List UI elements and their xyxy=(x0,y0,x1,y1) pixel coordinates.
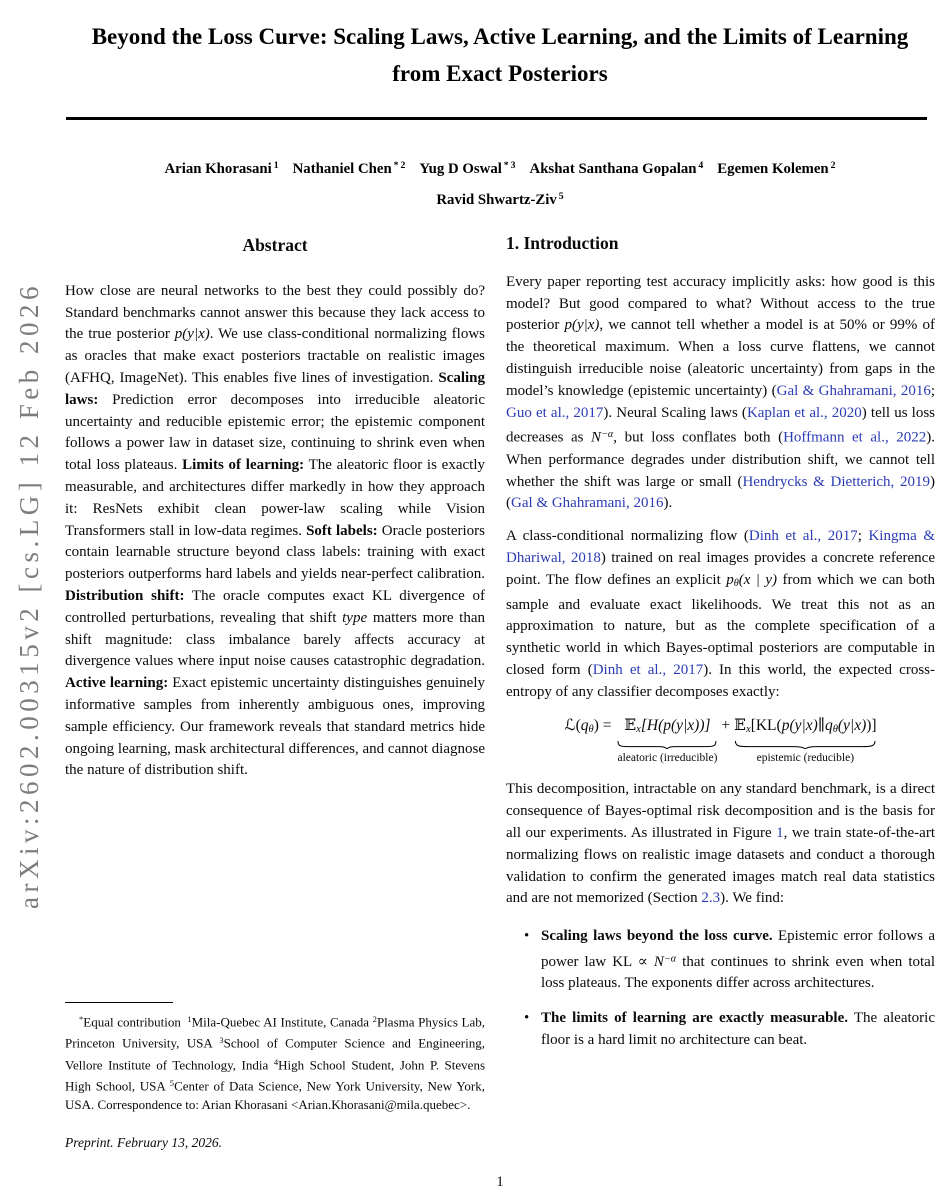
equation-epistemic-term xyxy=(734,715,876,766)
bullet-icon: • xyxy=(524,1010,530,1027)
equation-aleatoric-expression: 𝔼x[H(p(y|x))] xyxy=(624,715,711,735)
equation-risk-decomposition xyxy=(506,715,935,766)
citation-link[interactable]: Hendrycks & Dietterich, 2019 xyxy=(742,473,930,490)
author-row-1: Arian Khorasani $^1$ Nathaniel Chen $^{* 2}$ Yug D Oswal $^{* 3}$ Akshat Santhana Gopalan $^4$ Egemen Kolemen $^2$ xyxy=(164,160,836,177)
bullet-icon: • xyxy=(524,928,530,945)
finding-text: Scaling laws beyond the loss curve. Epistemic error follows a power law KL ∝ $N^{-\alpha}$ that continues to shrink even when total loss plateaus. The exponents differ across architectures. xyxy=(541,928,935,992)
arxiv-watermark-text: arXiv:2602.00315v2 [cs.LG] 12 Feb 2026 xyxy=(13,281,44,909)
footnote-divider xyxy=(65,1002,173,1003)
citation-link[interactable]: Gal & Ghahramani, 2016 xyxy=(776,382,931,399)
equation-plus-sign: + xyxy=(721,716,731,734)
paper-title: Beyond the Loss Curve: Scaling Laws, Active Learning, and the Limits of Learning from Exact Posteriors xyxy=(91,24,909,86)
finding-item-limits-of-learning xyxy=(524,1008,935,1052)
citation-link[interactable]: Hoffmann et al., 2022 xyxy=(783,429,927,446)
citation-link[interactable]: Dinh et al., 2017 xyxy=(748,528,858,545)
abstract-heading: Abstract xyxy=(242,235,308,255)
citation-link[interactable]: 1 xyxy=(776,825,784,842)
underbrace-icon xyxy=(617,741,717,749)
citation-link[interactable]: Kaplan et al., 2020 xyxy=(746,404,862,421)
equation-epistemic-expression: 𝔼x[KL(p(y|x)∥qθ(y|x))] xyxy=(734,715,877,735)
footnote-text: *Equal contribution $^1$Mila-Quebec AI Institute, Canada $^2$Plasma Physics Lab, Princeton University, USA $^3$School of Computer Science and Engineering, Vellore Institute of Technology, India $^4$High School Student, John P. Stevens High School, USA $^5$Center of Data Science, New York University, New York, USA. Correspondence to: Arian Khorasani <Arian.Khorasani@mila.quebec>. xyxy=(65,1014,486,1112)
citation-link[interactable]: Gal & Ghahramani, 2016 xyxy=(511,495,664,512)
author-block xyxy=(35,152,941,214)
finding-item-scaling-laws xyxy=(524,926,935,995)
equation-aleatoric-term xyxy=(617,715,717,766)
intro-paragraph-2: A class-conditional normalizing flow (Dinh et al., 2017; Kingma & Dhariwal, 2018) trained on real images provides a concrete reference point. The flow defines an explicit pθ(x | y) from which we can both sample and evaluate exact likelihoods. We treat this not as an approximation to nature, but as the complete specification of a synthetic world in which Bayes-optimal posteriors are computable in closed form (Dinh et al., 2017). In this world, the expected cross-entropy of any classifier decomposes exactly: xyxy=(506,528,935,700)
arxiv-watermark xyxy=(0,250,58,940)
author-row-2: Ravid Shwartz-Ziv $^5$ xyxy=(436,190,564,208)
abstract-paragraph: How close are neural networks to the best they could possibly do? Standard benchmarks cannot answer this because they lack access to the true posterior p(y|x). We use class-conditional normalizing flows as oracles that make exact posteriors tractable on realistic images (AFHQ, ImageNet). This enables five lines of investigation. Scaling laws: Prediction error decomposes into irreducible aleatoric uncertainty and reducible epistemic error; the epistemic component follows a power law in dataset size, continuing to shrink even when total loss plateaus. Limits of learning: The aleatoric floor is exactly measurable, and architectures differ markedly in how they approach it: ResNets exhibit clean power-law scaling while Vision Transformers stall in low-data regimes. Soft labels: Oracle posteriors contain learnable structure beyond class labels: training with exact posteriors outperforms hard labels and yields near-perfect calibration. Distribution shift: The oracle computes exact KL divergence of controlled perturbations, revealing that shift type matters more than shift magnitude: class imbalance barely affects accuracy at divergence values where input noise causes catastrophic degradation. Active learning: Exact epistemic uncertainty distinguishes genuinely informative samples from inherently ambiguous ones, improving sample efficiency. Our framework reveals that standard metrics hide ongoing learning, mask architectural differences, and cannot diagnose the nature of distribution shift. xyxy=(65,282,486,779)
section-heading-introduction: 1. Introduction xyxy=(506,233,619,253)
title-divider xyxy=(66,117,927,120)
preprint-note: Preprint. February 13, 2026. xyxy=(65,1135,222,1151)
citation-link[interactable]: 2.3 xyxy=(701,890,721,907)
footnote-block xyxy=(65,1002,485,1152)
equation-aleatoric-label: aleatoric (irreducible) xyxy=(617,752,718,765)
equation-epistemic-label: epistemic (reducible) xyxy=(756,752,855,765)
intro-paragraph-3: This decomposition, intractable on any standard benchmark, is a direct consequence of Bayes-optimal risk decomposition and is the basis for all our experiments. As illustrated in Figure 1, we train state-of-the-art normalizing flows on realistic image datasets and conduct a thorough validation to confirm the generated images match real data statistics and are not memorized (Section 2.3). We find: xyxy=(506,781,935,907)
citation-link[interactable]: Dinh et al., 2017 xyxy=(592,661,704,678)
finding-text: The limits of learning are exactly measurable. The aleatoric floor is a hard limit no architecture can beat. xyxy=(541,1010,935,1048)
citation-link[interactable]: Kingma & Dhariwal, 2018 xyxy=(506,528,935,566)
citation-link[interactable]: Guo et al., 2017 xyxy=(506,404,604,421)
equation-lhs: ℒ(qθ) = xyxy=(564,715,612,735)
page-number: 1 xyxy=(496,1174,504,1190)
right-column xyxy=(506,233,935,1065)
findings-list xyxy=(506,926,935,1052)
left-column xyxy=(65,233,485,793)
underbrace-icon xyxy=(734,741,876,749)
intro-paragraph-1: Every paper reporting test accuracy implicitly asks: how good is this model? But good compared to what? Without access to the true posterior p(y|x), we cannot tell whether a model is at 50% or 99% of the theoretical maximum. When a loss curve flattens, we cannot distinguish irreducible noise (aleatoric uncertainty) from gaps in the model’s knowledge (epistemic uncertainty) (Gal & Ghahramani, 2016; Guo et al., 2017). Neural Scaling laws (Kaplan et al., 2020) tell us loss decreases as $N^{-\alpha}$, but loss conflates both (Hoffmann et al., 2022). When performance degrades under distribution shift, we cannot tell whether the shift was large or small (Hendrycks & Dietterich, 2019) (Gal & Ghahramani, 2016). xyxy=(506,273,936,512)
